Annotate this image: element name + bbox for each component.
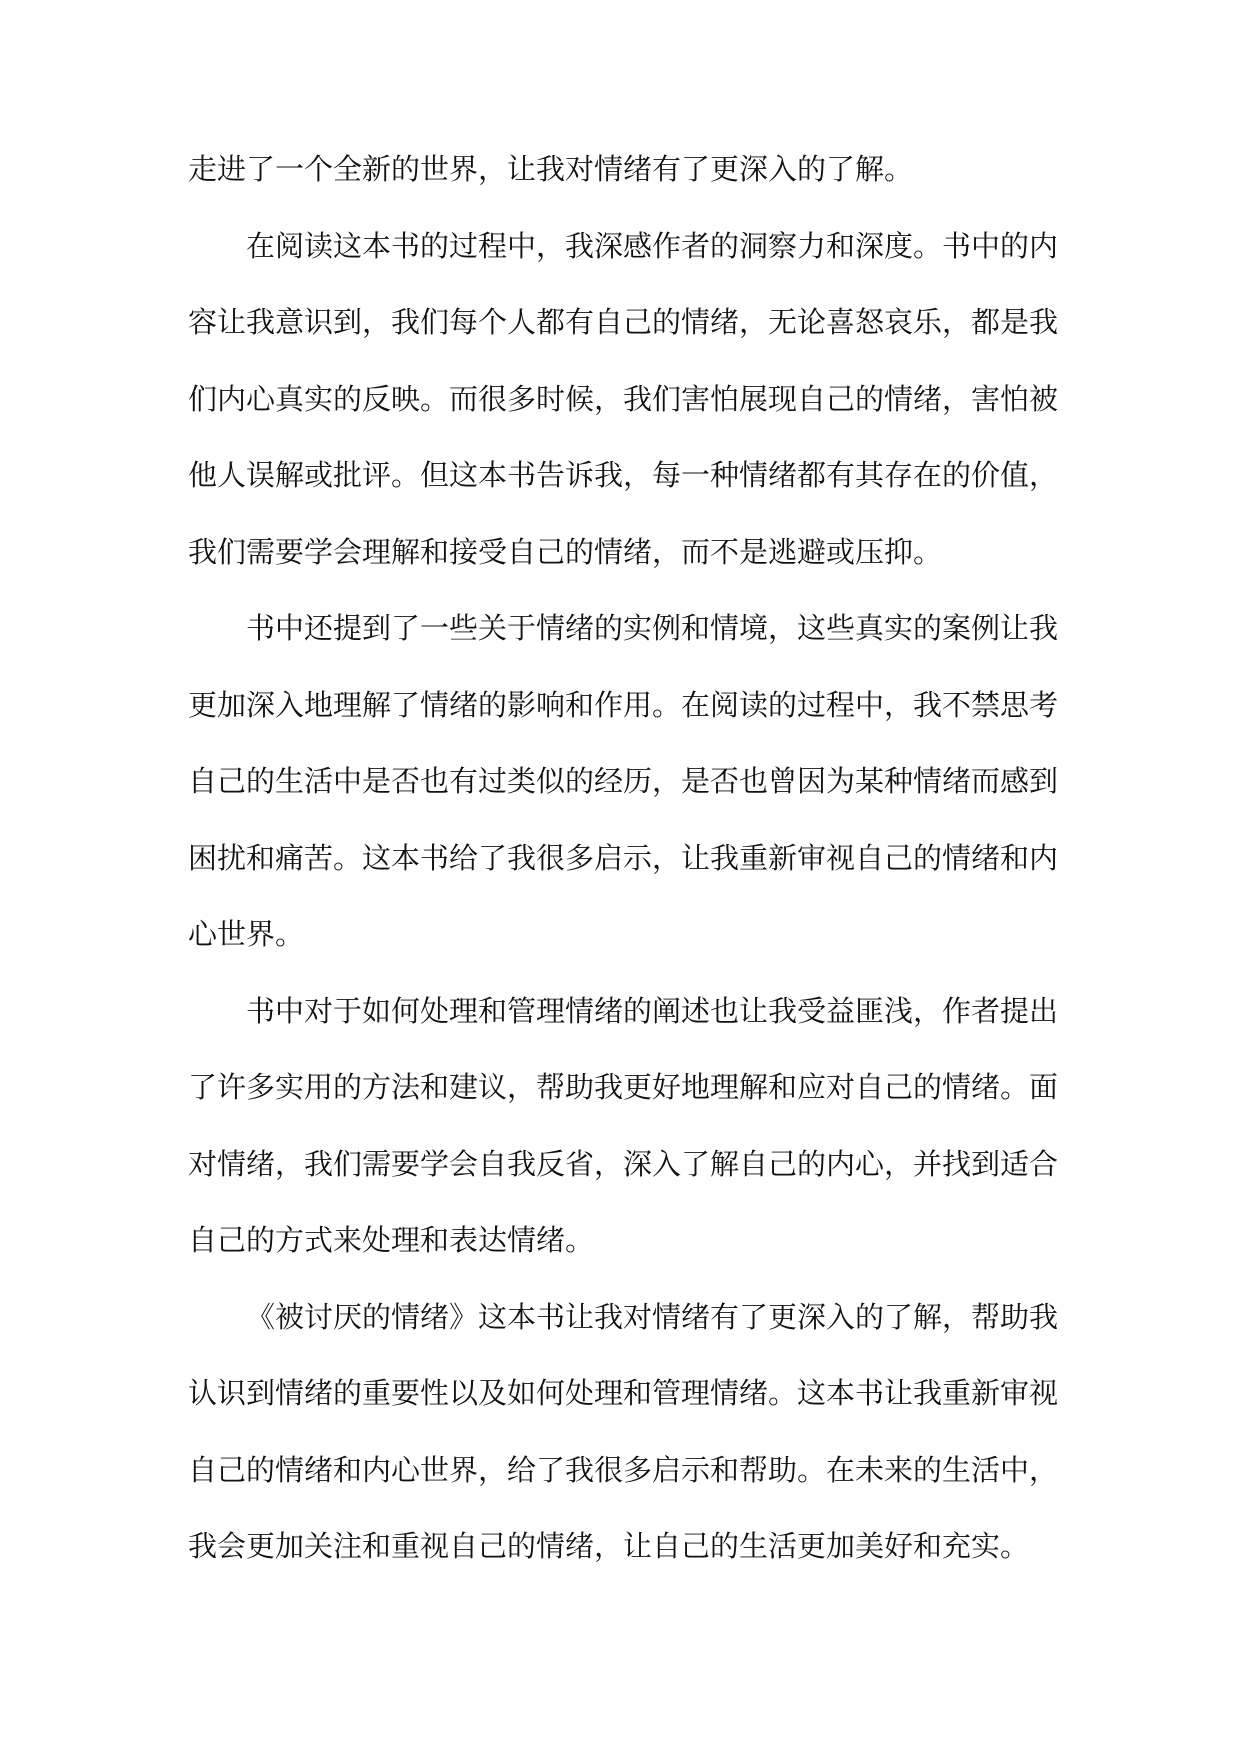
text-line: 书中还提到了一些关于情绪的实例和情境，这些真实的案例让我 bbox=[246, 611, 1059, 645]
text-line: 我们需要学会理解和接受自己的情绪，而不是逃避或压抑。 bbox=[188, 534, 943, 569]
text-line: 对情绪，我们需要学会自我反省，深入了解自己的内心，并找到适合 bbox=[188, 1146, 1059, 1181]
text-line: 我会更加关注和重视自己的情绪，让自己的生活更加美好和充实。 bbox=[188, 1529, 1030, 1563]
text-line: 认识到情绪的重要性以及如何处理和管理情绪。这本书让我重新审视 bbox=[188, 1376, 1059, 1410]
text-line: 心世界。 bbox=[188, 917, 305, 951]
text-line: 自己的生活中是否也有过类似的经历，是否也曾因为某种情绪而感到 bbox=[188, 764, 1059, 798]
text-line: 容让我意识到，我们每个人都有自己的情绪，无论喜怒哀乐，都是我 bbox=[188, 305, 1059, 339]
text-line: 了许多实用的方法和建议，帮助我更好地理解和应对自己的情绪。面 bbox=[188, 1070, 1059, 1104]
text-line: 走进了一个全新的世界，让我对情绪有了更深入的了解。 bbox=[188, 152, 914, 186]
text-line: 困扰和痛苦。这本书给了我很多启示，让我重新审视自己的情绪和内 bbox=[188, 840, 1059, 875]
text-line: 更加深入地理解了情绪的影响和作用。在阅读的过程中，我不禁思考 bbox=[188, 687, 1059, 722]
text-line: 书中对于如何处理和管理情绪的阐述也让我受益匪浅，作者提出 bbox=[246, 993, 1059, 1028]
text-line: 们内心真实的反映。而很多时候，我们害怕展现自己的情绪，害怕被 bbox=[188, 381, 1059, 416]
text-line: 《被讨厌的情绪》这本书让我对情绪有了更深入的了解，帮助我 bbox=[246, 1299, 1059, 1334]
text-line: 自己的情绪和内心世界，给了我很多启示和帮助。在未来的生活中， bbox=[188, 1452, 1059, 1487]
text-line: 他人误解或批评。但这本书告诉我，每一种情绪都有其存在的价值， bbox=[188, 458, 1059, 492]
text-line: 自己的方式来处理和表达情绪。 bbox=[188, 1223, 595, 1257]
body-text bbox=[188, 140, 1058, 1594]
text-line: 在阅读这本书的过程中，我深感作者的洞察力和深度。书中的内 bbox=[246, 228, 1059, 263]
